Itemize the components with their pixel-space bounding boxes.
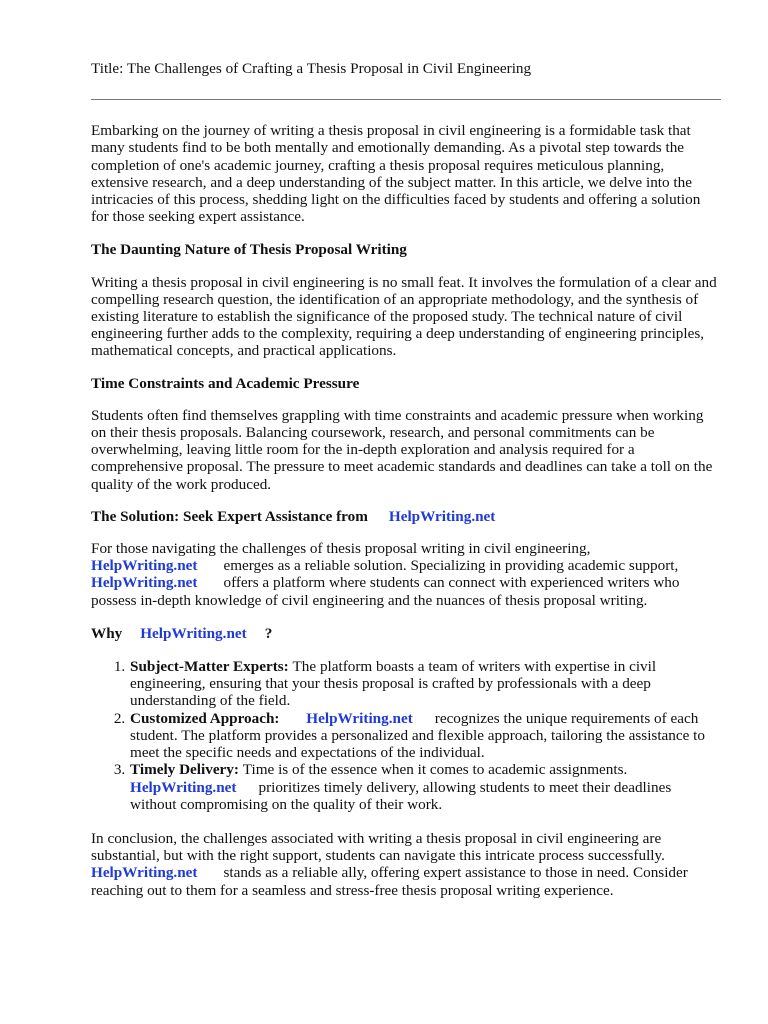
heading-solution <box>91 508 721 525</box>
paragraph-time-constraints: Students often find themselves grappling with time constraints and academic pressure when working on their thesis proposals. Balancing coursework, research, and personal commitments can be overwhelming, leaving little room for the in-depth exploration and analysis required for a comprehensive proposal. The pressure to meet academic standards and deadlines can take a toll on the quality of the work produced. <box>91 406 713 493</box>
helpwriting-link-heading[interactable]: HelpWriting.net <box>388 507 496 525</box>
heading-why <box>91 625 721 642</box>
conclusion-text-end: stands as a reliable ally, offering expert assistance to those in need. Consider reaching out to them for a seamless and stress-free thesis proposal writing experience. <box>91 864 688 899</box>
helpwriting-link-item-3[interactable]: HelpWriting.net <box>130 778 237 796</box>
benefits-list <box>91 658 721 813</box>
solution-text-mid: emerges as a reliable solution. Specializing in providing academic support, <box>223 557 679 575</box>
conclusion-text-start: In conclusion, the challenges associated with writing a thesis proposal in civil engineering are substantial, but with the right support, students can navigate this intricate process successfully. <box>91 829 665 865</box>
paragraph-daunting-nature: Writing a thesis proposal in civil engineering is no small feat. It involves the formulation of a clear and compelling research question, the identification of an appropriate methodology, and the synthesis of existing literature to establish the significance of the proposed study. The technical nature of civil engineering further adds to the complexity, requiring a deep understanding of engineering principles, mathematical concepts, and practical applications. <box>91 273 717 360</box>
list-item-text-end: prioritizes timely delivery, allowing students to meet their deadlines without compromising on the quality of their work. <box>130 778 672 813</box>
list-item-customized-approach <box>129 710 721 762</box>
solution-text-start: For those navigating the challenges of thesis proposal writing in civil engineering, <box>91 540 591 558</box>
heading-why-end: ? <box>264 624 273 642</box>
heading-time-constraints: Time Constraints and Academic Pressure <box>91 374 360 392</box>
paragraph-solution <box>91 540 721 609</box>
list-item-text-start: Time is of the essence when it comes to academic assignments. <box>242 761 628 779</box>
intro-paragraph: Embarking on the journey of writing a thesis proposal in civil engineering is a formidable task that many students find to be both mentally and emotionally demanding. As a pivotal step towards the completion of one's academic journey, crafting a thesis proposal requires meticulous planning, extensive research, and a deep understanding of the subject matter. In this article, we delve into the intricacies of this process, shedding light on the difficulties faced by students and offering a solution for those seeking expert assistance. <box>91 122 701 226</box>
conclusion-paragraph <box>91 830 721 899</box>
list-item-title: Subject-Matter Experts: <box>130 658 293 676</box>
list-item-text: The platform boasts a team of writers with expertise in civil engineering, ensuring that your thesis proposal is crafted by professionals with a deep understanding of the field. <box>130 658 657 710</box>
document-title: Title: The Challenges of Crafting a Thesis Proposal in Civil Engineering <box>91 60 532 77</box>
document-page <box>91 60 721 899</box>
heading-solution-text: The Solution: Seek Expert Assistance from <box>91 507 368 525</box>
list-item-title: Timely Delivery: <box>130 761 243 779</box>
heading-daunting-nature: The Daunting Nature of Thesis Proposal Writing <box>91 241 407 259</box>
solution-text-end: offers a platform where students can connect with experienced writers who possess in-depth knowledge of civil engineering and the nuances of thesis proposal writing. <box>91 574 680 609</box>
helpwriting-link-conclusion[interactable]: HelpWriting.net <box>91 864 198 882</box>
list-item-timely-delivery <box>129 761 721 813</box>
list-item-text: recognizes the unique requirements of each student. The platform provides a personalized and flexible approach, tailoring the assistance to meet the specific needs and expectations of the individual. <box>130 709 705 762</box>
title-divider <box>91 99 721 100</box>
helpwriting-link-solution-1[interactable]: HelpWriting.net <box>91 557 198 575</box>
helpwriting-link-solution-2[interactable]: HelpWriting.net <box>91 574 198 592</box>
list-item-title: Customized Approach: <box>130 709 284 727</box>
helpwriting-link-why[interactable]: HelpWriting.net <box>140 624 247 642</box>
list-item-subject-matter-experts <box>129 658 721 710</box>
helpwriting-link-item-2[interactable]: HelpWriting.net <box>306 709 413 727</box>
heading-why-start: Why <box>91 624 123 642</box>
